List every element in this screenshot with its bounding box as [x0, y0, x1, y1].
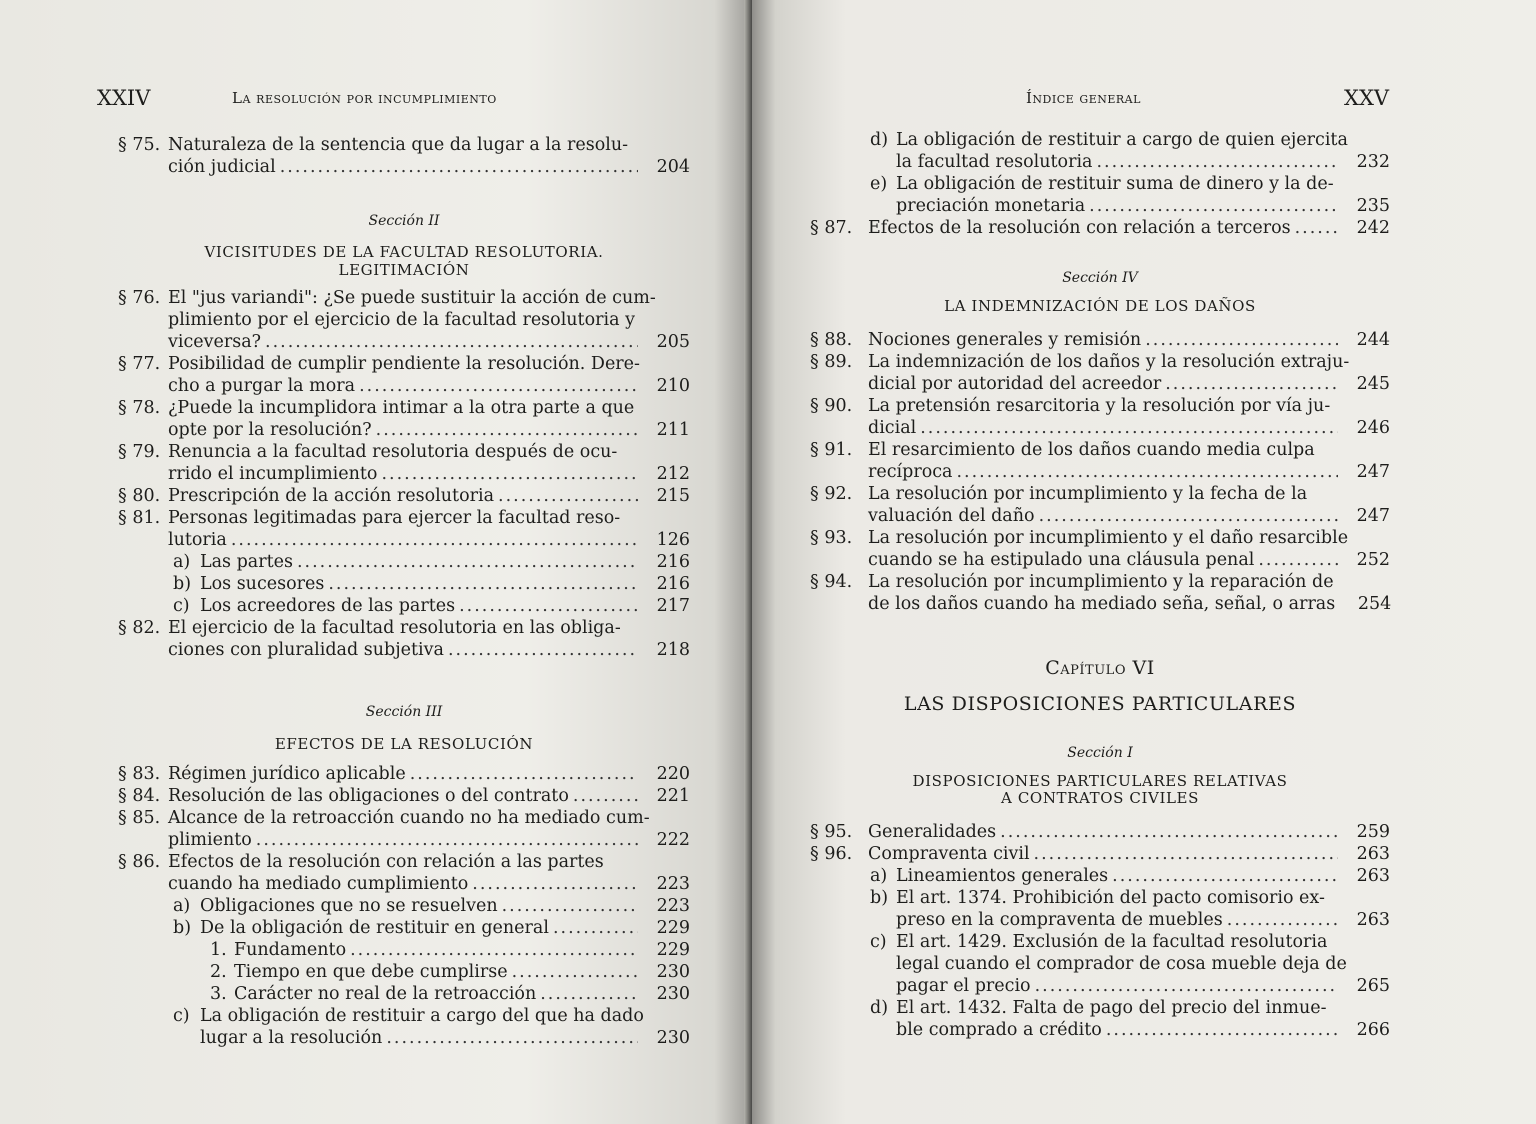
toc-entry-text: Efectos de la resolución con relación a las partes — [168, 852, 604, 872]
toc-entry-number: a) — [173, 896, 191, 916]
dot-leader — [498, 485, 638, 507]
toc-entry-text: viceversa? — [168, 332, 262, 352]
toc-entry-number: 1. — [210, 940, 227, 960]
section-ii-title-line2: LEGITIMACIÓN — [338, 261, 470, 279]
toc-entry — [810, 571, 1390, 615]
right-running-title: Índice general — [1026, 89, 1141, 107]
toc-entry-page: 247 — [1356, 462, 1390, 482]
toc-entry-page: 223 — [656, 896, 690, 916]
toc-entry-number: § 83. — [118, 764, 161, 784]
toc-entry-text: legal cuando el comprador de cosa mueble deja de — [896, 954, 1347, 974]
dot-leader — [448, 639, 638, 661]
toc-entry-page: 232 — [1356, 152, 1390, 172]
toc-entry — [118, 939, 690, 961]
dot-leader — [573, 785, 638, 807]
dot-leader — [472, 873, 638, 895]
toc-entry — [118, 485, 690, 507]
toc-entry — [810, 173, 1390, 217]
toc-entry-number: 2. — [210, 962, 227, 982]
dot-leader — [386, 1027, 638, 1049]
toc-entry-page: 259 — [1356, 822, 1390, 842]
dot-leader — [1227, 909, 1338, 931]
toc-entry — [810, 843, 1390, 865]
dot-leader — [1258, 549, 1338, 571]
toc-entry-text: Los acreedores de las partes — [200, 596, 456, 616]
toc-entry-text: Los sucesores — [200, 574, 325, 594]
toc-entry — [118, 851, 690, 895]
toc-entry-number: b) — [173, 574, 192, 594]
toc-entry-number: c) — [870, 932, 887, 952]
right-toc-block2 — [810, 329, 1390, 615]
toc-entry — [118, 287, 690, 353]
toc-entry — [118, 441, 690, 485]
dot-leader — [359, 375, 638, 397]
toc-entry-text: Tiempo en que debe cumplirse — [234, 962, 508, 982]
toc-entry — [810, 865, 1390, 887]
toc-entry-text: El ejercicio de la facultad resolutoria en las obliga- — [168, 618, 621, 638]
toc-entry-number: 3. — [210, 984, 227, 1004]
toc-entry-text: Fundamento — [234, 940, 347, 960]
toc-entry-number: § 93. — [810, 528, 853, 548]
toc-entry-text: Renuncia a la facultad resolutoria después de ocu- — [168, 442, 618, 462]
toc-entry — [118, 1005, 690, 1049]
toc-entry-page: 244 — [1356, 330, 1390, 350]
toc-entry-text: valuación del daño — [868, 506, 1035, 526]
toc-entry-page: 254 — [1357, 594, 1392, 614]
toc-entry-text: dicial — [868, 418, 917, 438]
dot-leader — [956, 461, 1338, 483]
toc-entry-text: La resolución por incumplimiento y el daño resarcible — [868, 528, 1349, 548]
left-toc-block2 — [118, 287, 690, 661]
dot-leader — [553, 917, 638, 939]
right-toc-block1 — [810, 129, 1390, 239]
toc-entry — [810, 329, 1390, 351]
toc-entry-page: 242 — [1356, 218, 1390, 238]
toc-entry-number: c) — [173, 596, 190, 616]
section-iii-title: EFECTOS DE LA RESOLUCIÓN — [274, 735, 534, 753]
toc-entry-text: Naturaleza de la sentencia que da lugar a la resolu- — [168, 135, 629, 155]
toc-entry-number: § 77. — [118, 354, 161, 374]
toc-entry-number: b) — [173, 918, 192, 938]
toc-entry-text: cuando se ha estipulado una cláusula penal — [868, 550, 1255, 570]
toc-entry-number: § 88. — [810, 330, 853, 350]
toc-entry-page: 263 — [1356, 866, 1390, 886]
toc-entry-text: lutoria — [168, 530, 227, 550]
toc-entry-text: ción judicial — [168, 157, 276, 177]
toc-entry-text: La obligación de restituir a cargo de quien ejercita — [896, 130, 1348, 150]
toc-entry-page: 222 — [656, 830, 690, 850]
right-page-number: XXV — [1344, 86, 1390, 110]
dot-leader — [1165, 373, 1338, 395]
toc-entry-number: § 80. — [118, 486, 161, 506]
dot-leader — [256, 829, 638, 851]
toc-entry-number: § 92. — [810, 484, 853, 504]
toc-entry-text: plimiento por el ejercicio de la facultad resolutoria y — [168, 310, 635, 330]
toc-entry — [118, 763, 690, 785]
toc-entry-page: 263 — [1356, 910, 1390, 930]
toc-entry-page: 230 — [656, 962, 690, 982]
toc-entry-text: El art. 1374. Prohibición del pacto comisorio ex- — [896, 888, 1325, 908]
toc-entry-page: 211 — [656, 420, 690, 440]
toc-entry-text: dicial por autoridad del acreedor — [868, 374, 1162, 394]
toc-entry-text: Régimen jurídico aplicable — [168, 764, 406, 784]
toc-entry-number: d) — [870, 130, 889, 150]
toc-entry — [810, 931, 1390, 997]
toc-entry-page: 245 — [1356, 374, 1390, 394]
dot-leader — [350, 939, 638, 961]
toc-entry-text: Lineamientos generales — [896, 866, 1109, 886]
toc-entry-page: 235 — [1356, 196, 1390, 216]
section-ii-title-line1: VICISITUDES DE LA FACULTAD RESOLUTORIA. — [204, 243, 604, 261]
toc-entry-text: Posibilidad de cumplir pendiente la resolución. Dere- — [168, 354, 640, 374]
toc-entry — [118, 551, 690, 573]
toc-entry — [810, 997, 1390, 1041]
toc-entry-page: 229 — [656, 918, 690, 938]
toc-entry — [118, 961, 690, 983]
right-toc-block3 — [810, 821, 1390, 1041]
dot-leader — [1039, 505, 1338, 527]
toc-entry-text: El "jus variandi": ¿Se puede sustituir la acción de cum- — [168, 288, 656, 308]
toc-entry-page: 263 — [1356, 844, 1390, 864]
dot-leader — [1106, 1019, 1338, 1041]
toc-entry-text: El art. 1432. Falta de pago del precio del inmue- — [896, 998, 1327, 1018]
section-iv-title: LA INDEMNIZACIÓN DE LOS DAÑOS — [944, 297, 1256, 315]
toc-entry-page: 204 — [656, 157, 690, 177]
toc-entry-text: ble comprado a crédito — [896, 1020, 1102, 1040]
toc-entry — [118, 353, 690, 397]
toc-entry-text: Alcance de la retroacción cuando no ha mediado cum- — [168, 808, 650, 828]
dot-leader — [381, 463, 638, 485]
toc-entry-number: b) — [870, 888, 889, 908]
toc-entry-text: Efectos de la resolución con relación a terceros — [868, 218, 1291, 238]
toc-entry-number: § 79. — [118, 442, 161, 462]
toc-entry — [118, 397, 690, 441]
toc-entry-number: § 91. — [810, 440, 853, 460]
dot-leader — [1000, 821, 1338, 843]
dot-leader — [1089, 195, 1338, 217]
toc-entry-page: 212 — [656, 464, 690, 484]
dot-leader — [297, 551, 638, 573]
toc-entry-text: de los daños cuando ha mediado seña, señal, o arras — [868, 594, 1336, 614]
toc-entry-number: § 81. — [118, 508, 161, 528]
toc-entry-number: c) — [173, 1006, 190, 1026]
toc-entry-text: La pretensión resarcitoria y la resolución por vía ju- — [868, 396, 1331, 416]
toc-entry-number: a) — [173, 552, 191, 572]
toc-entry — [810, 821, 1390, 843]
chapter-vi-title: LAS DISPOSICIONES PARTICULARES — [903, 693, 1297, 715]
toc-entry-text: Compraventa civil — [868, 844, 1030, 864]
dot-leader — [1112, 865, 1338, 887]
toc-entry-page: 220 — [656, 764, 690, 784]
toc-entry-number: § 76. — [118, 288, 161, 308]
toc-entry — [118, 807, 690, 851]
toc-entry-page: 265 — [1356, 976, 1390, 996]
toc-entry-number: § 85. — [118, 808, 161, 828]
section-iii-label: Sección III — [365, 704, 443, 720]
toc-entry-page: 216 — [656, 552, 690, 572]
section-ii-label: Sección II — [368, 213, 440, 229]
dot-leader — [502, 895, 638, 917]
section-iv-label: Sección IV — [1062, 270, 1138, 286]
toc-entry-text: Resolución de las obligaciones o del contrato — [168, 786, 569, 806]
toc-entry-text: cho a purgar la mora — [168, 376, 356, 396]
toc-entry — [810, 483, 1390, 527]
toc-entry-text: La obligación de restituir suma de dinero y la de- — [896, 174, 1334, 194]
toc-entry-page: 230 — [656, 984, 690, 1004]
toc-entry-page: 230 — [656, 1028, 690, 1048]
left-toc-block1 — [118, 134, 690, 178]
toc-entry — [118, 785, 690, 807]
dot-leader — [1096, 151, 1338, 173]
toc-entry-number: § 78. — [118, 398, 161, 418]
toc-entry-text: La indemnización de los daños y la resolución extraju- — [868, 352, 1350, 372]
toc-entry — [118, 573, 690, 595]
toc-entry-number: e) — [870, 174, 888, 194]
toc-entry-number: § 86. — [118, 852, 161, 872]
toc-entry-text: rrido el incumplimiento — [168, 464, 378, 484]
toc-entry-number: § 82. — [118, 618, 161, 638]
left-page — [0, 0, 752, 1124]
dot-leader — [376, 419, 638, 441]
toc-entry-text: ¿Puede la incumplidora intimar a la otra parte a que — [168, 398, 635, 418]
dot-leader — [512, 961, 638, 983]
dot-leader — [1145, 329, 1338, 351]
toc-entry-number: § 84. — [118, 786, 161, 806]
toc-entry — [118, 134, 690, 178]
dot-leader — [920, 417, 1338, 439]
toc-entry-page: 229 — [656, 940, 690, 960]
toc-entry-number: § 96. — [810, 844, 853, 864]
toc-entry — [810, 217, 1390, 239]
section-i-title-line2: A CONTRATOS CIVILES — [1001, 789, 1199, 807]
toc-entry-text: La obligación de restituir a cargo del que ha dado — [200, 1006, 644, 1026]
toc-entry-text: plimiento — [168, 830, 252, 850]
right-page — [752, 0, 1536, 1124]
dot-leader — [1295, 217, 1338, 239]
toc-entry-number: § 94. — [810, 572, 853, 592]
toc-entry-text: lugar a la resolución — [200, 1028, 383, 1048]
toc-entry-text: De la obligación de restituir en general — [200, 918, 549, 938]
toc-entry — [810, 527, 1390, 571]
toc-entry-text: pagar el precio — [896, 976, 1031, 996]
dot-leader — [1035, 975, 1338, 997]
toc-entry-page: 216 — [656, 574, 690, 594]
section-i-title-line1: DISPOSICIONES PARTICULARES RELATIVAS — [912, 772, 1288, 790]
toc-entry — [118, 507, 690, 551]
toc-entry-page: 210 — [656, 376, 690, 396]
toc-entry-page: 252 — [1356, 550, 1390, 570]
dot-leader — [231, 529, 638, 551]
toc-entry-page: 247 — [1356, 506, 1390, 526]
chapter-vi-label: Capítulo VI — [1045, 657, 1155, 679]
toc-entry-number: § 90. — [810, 396, 853, 416]
dot-leader — [1034, 843, 1338, 865]
toc-entry-text: cuando ha mediado cumplimiento — [168, 874, 469, 894]
toc-entry-text: Generalidades — [868, 822, 997, 842]
toc-entry-text: Nociones generales y remisión — [868, 330, 1142, 350]
toc-entry-text: La resolución por incumplimiento y la reparación de — [868, 572, 1334, 592]
toc-entry — [118, 895, 690, 917]
left-page-number: XXIV — [97, 86, 151, 110]
toc-entry-text: Personas legitimadas para ejercer la facultad reso- — [168, 508, 621, 528]
toc-entry-number: § 87. — [810, 218, 853, 238]
toc-entry — [810, 439, 1390, 483]
toc-entry — [118, 983, 690, 1005]
toc-entry-text: El art. 1429. Exclusión de la facultad resolutoria — [896, 932, 1328, 952]
toc-entry-text: Las partes — [200, 552, 293, 572]
toc-entry-text: preso en la compraventa de muebles — [896, 910, 1223, 930]
toc-entry — [810, 395, 1390, 439]
section-ii-title — [118, 243, 690, 279]
toc-entry-text: Carácter no real de la retroacción — [234, 984, 537, 1004]
toc-entry — [810, 351, 1390, 395]
toc-entry-page: 221 — [656, 786, 690, 806]
toc-entry-number: d) — [870, 998, 889, 1018]
toc-entry — [118, 595, 690, 617]
toc-entry-text: preciación monetaria — [896, 196, 1086, 216]
toc-entry-text: La resolución por incumplimiento y la fecha de la — [868, 484, 1308, 504]
toc-entry — [810, 129, 1390, 173]
toc-entry-number: § 75. — [118, 135, 161, 155]
section-i-label: Sección I — [1067, 745, 1133, 761]
toc-entry-text: recíproca — [868, 462, 953, 482]
toc-entry-text: la facultad resolutoria — [896, 152, 1093, 172]
left-running-title: La resolución por incumplimiento — [232, 89, 497, 107]
toc-entry-page: 246 — [1356, 418, 1390, 438]
dot-leader — [280, 156, 638, 178]
toc-entry-text: El resarcimiento de los daños cuando media culpa — [868, 440, 1315, 460]
toc-entry-page: 126 — [656, 530, 690, 550]
toc-entry — [118, 617, 690, 661]
left-toc-block3 — [118, 763, 690, 1049]
toc-entry — [810, 887, 1390, 931]
toc-entry — [118, 917, 690, 939]
toc-entry-number: § 95. — [810, 822, 853, 842]
toc-entry-page: 217 — [656, 596, 690, 616]
toc-entry-text: ciones con pluralidad subjetiva — [168, 640, 444, 660]
toc-entry-number: a) — [870, 866, 888, 886]
dot-leader — [459, 595, 638, 617]
toc-entry-page: 205 — [656, 332, 690, 352]
toc-entry-page: 218 — [656, 640, 690, 660]
toc-entry-text: Prescripción de la acción resolutoria — [168, 486, 494, 506]
toc-entry-page: 266 — [1356, 1020, 1390, 1040]
toc-entry-text: Obligaciones que no se resuelven — [200, 896, 498, 916]
toc-entry-page: 215 — [656, 486, 690, 506]
dot-leader — [265, 331, 638, 353]
toc-entry-text: opte por la resolución? — [168, 420, 372, 440]
toc-entry-number: § 89. — [810, 352, 853, 372]
dot-leader — [410, 763, 638, 785]
section-i-title — [810, 773, 1390, 807]
toc-entry-page: 223 — [656, 874, 690, 894]
dot-leader — [540, 983, 638, 1005]
dot-leader — [328, 573, 638, 595]
